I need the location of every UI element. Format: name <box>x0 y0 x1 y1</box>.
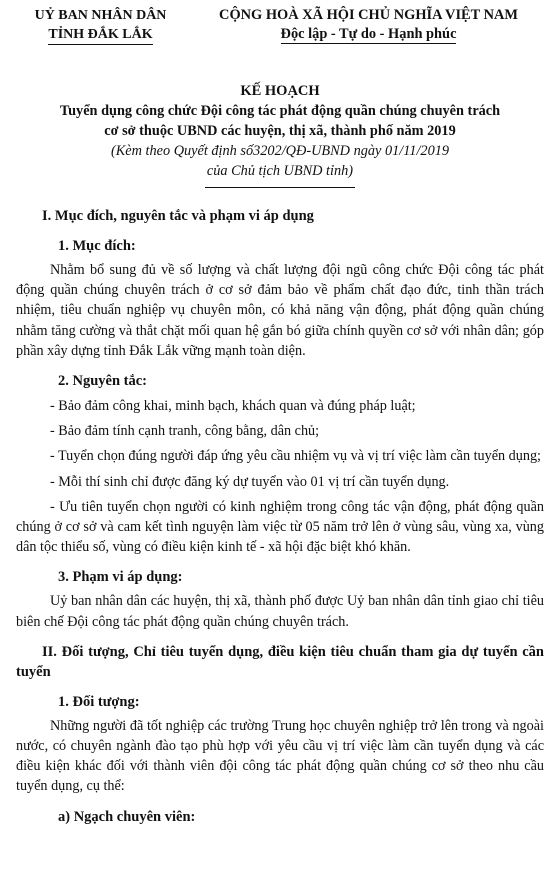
section1-sub2-heading: 2. Nguyên tắc: <box>58 373 148 390</box>
section2-sub1-heading: 1. Đối tượng: <box>58 693 140 710</box>
section1-sub1-text: Nhằm bổ sung đủ về số lượng và chất lượng đội ngũ công chức Đội công tác phát động quần chúng chuyên trách ở cơ sở đảm bảo về phẩm chất đạo đức, tinh thần trách nhiệm, tiêu chuẩn nghiệp vụ chuyên môn, có khả năng vận động, phát động quần chúng nhằm tăng cường và thắt chặt mối quan hệ gắn bó giữa chính quyền cơ sở với nhân dân; góp phần xây dựng tỉnh Đắk Lắk vững mạnh toàn diện. <box>16 262 544 359</box>
section1-sub3-heading: 3. Phạm vi áp dụng: <box>58 569 183 586</box>
section2-sub-a-heading: a) Ngạch chuyên viên: <box>58 808 196 825</box>
principle-item: - Mỗi thí sinh chỉ được đăng ký dự tuyển vào 01 vị trí cần tuyển dụng. <box>50 473 450 490</box>
document-title <box>16 82 544 188</box>
section2-heading: II. Đối tượng, Chỉ tiêu tuyển dụng, điều kiện tiêu chuẩn tham gia dự tuyển cần tuyển <box>16 643 544 680</box>
section1-heading: I. Mục đích, nguyên tắc và phạm vi áp dụng <box>42 208 314 224</box>
section1-sub1-heading: 1. Mục đích: <box>58 238 136 254</box>
section2-sub1-text: Những người đã tốt nghiệp các trường Trung học chuyên nghiệp trở lên trong và ngoài nước, có chuyên ngành đào tạo phù hợp với yêu cầu vị trí việc làm cần tuyển dụng và các điều kiện khác đối với thành viên đội công tác phát động quần chúng cơ sở theo nhu cầu tuyển dụng, cụ thể: <box>16 717 544 795</box>
principle-item: - Bảo đảm công khai, minh bạch, khách quan và đúng pháp luật; <box>50 398 416 415</box>
section1-sub3-text: Uỷ ban nhân dân các huyện, thị xã, thành phố được Uỷ ban nhân dân tỉnh giao chỉ tiêu biên chế Đội công tác phát động quần chúng chuyên trách. <box>16 593 544 630</box>
principle-item: - Bảo đảm tính cạnh tranh, công bằng, dân chủ; <box>50 423 320 440</box>
authority-line2: TỈNH ĐẮK LẮK <box>48 26 152 45</box>
title-heading: KẾ HOẠCH <box>240 83 320 99</box>
national-motto <box>183 6 544 50</box>
title-line1: Tuyển dụng công chức Đội công tác phát động quần chúng chuyên trách <box>59 103 501 119</box>
title-line2: cơ sở thuộc UBND các huyện, thị xã, thành phố năm 2019 <box>104 123 456 139</box>
document-header <box>16 0 544 50</box>
title-divider <box>205 187 355 188</box>
title-line4: của Chủ tịch UBND tỉnh) <box>206 163 354 179</box>
title-line3: (Kèm theo Quyết định số3202/QĐ-UBND ngày 01/11/2019 <box>110 143 450 159</box>
issuing-authority <box>16 6 183 50</box>
principle-item: - Ưu tiên tuyển chọn người có kinh nghiệm trong công tác vận động, phát động quần chúng ở cơ sở và cam kết tình nguyện làm việc từ 05 năm trở lên ở vùng sâu, vùng xa, vùng dân tộc thiểu số, vùng có điều kiện kinh tế - xã hội đặc biệt khó khăn. <box>16 498 544 556</box>
motto-line1: CỘNG HOÀ XÃ HỘI CHỦ NGHĨA VIỆT NAM <box>219 7 518 23</box>
principle-item: - Tuyển chọn đúng người đáp ứng yêu cầu nhiệm vụ và vị trí việc làm cần tuyển dụng; <box>50 448 541 465</box>
authority-line1: UỶ BAN NHÂN DÂN <box>34 8 167 23</box>
motto-line2: Độc lập - Tự do - Hạnh phúc <box>280 26 457 42</box>
